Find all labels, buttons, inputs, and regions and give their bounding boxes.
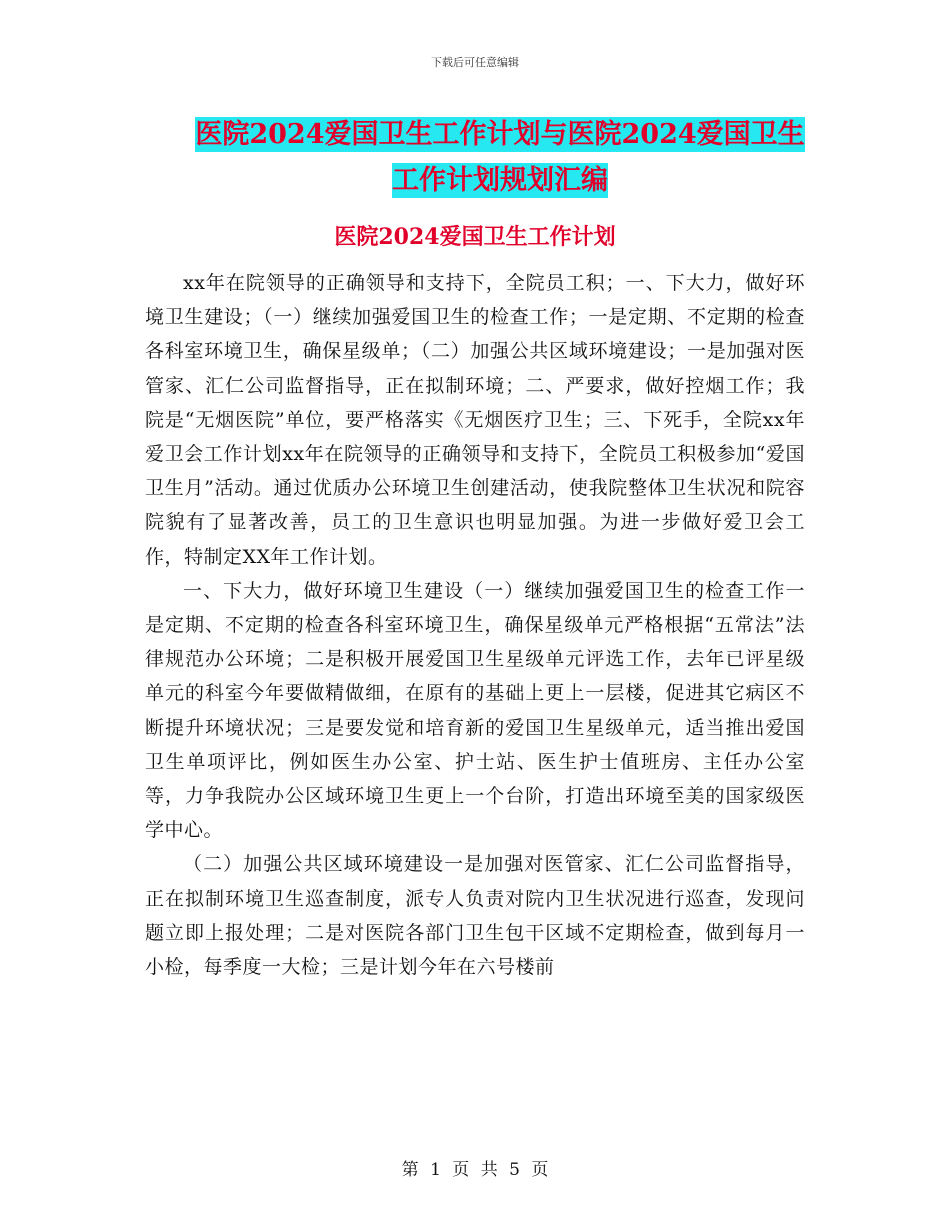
page-header-note: 下载后可任意编辑 bbox=[431, 56, 519, 69]
body-paragraph: （二）加强公共区域环境建设一是加强对医管家、汇仁公司监督指导，正在拟制环境卫生巡查制度，派专人负责对院内卫生状况进行巡查，发现问题立即上报处理；二是对医院各部门卫生包干区域不定期检查，做到每月一小检，每季度一大检；三是计划今年在六号楼前 bbox=[145, 853, 805, 979]
body-paragraph: xx年在院领导的正确领导和支持下，全院员工积；一、下大力，做好环境卫生建设；（一）继续加强爱国卫生的检查工作；一是定期、不定期的检查各科室环境卫生，确保星级单；（二）加强公共区域环境建设；一是加强对医管家、汇仁公司监督指导，正在拟制环境；二、严要求，做好控烟工作；我院是“无烟医院”单位，要严格落实《无烟医疗卫生；三、下死手，全院xx年爱卫会工作计划xx年在院领导的正确领导和支持下，全院员工积极参加“爱国卫生月”活动。通过优质办公环境卫生创建活动，使我院整体卫生状况和院容院貌有了显著改善，员工的卫生意识也明显加强。为进一步做好爱卫会工作，特制定XX年工作计划。 bbox=[145, 272, 805, 568]
section-heading: 医院2024爱国卫生工作计划 bbox=[334, 224, 616, 250]
page-number-footer: 第 1 页 共 5 页 bbox=[401, 1160, 549, 1180]
document-title-text: 医院2024爱国卫生工作计划与医院2024爱国卫生工作计划规划汇编 bbox=[195, 119, 805, 196]
document-title bbox=[190, 112, 810, 204]
body-paragraph: 一、下大力，做好环境卫生建设（一）继续加强爱国卫生的检查工作一是定期、不定期的检查各科室环境卫生，确保星级单元严格根据“五常法”法律规范办公环境；二是积极开展爱国卫生星级单元评选工作，去年已评星级单元的科室今年要做精做细，在原有的基础上更上一层楼，促进其它病区不断提升环境状况；三是要发觉和培育新的爱国卫生星级单元，适当推出爱国卫生单项评比，例如医生办公室、护士站、医生护士值班房、主任办公室等，力争我院办公区域环境卫生更上一个台阶，打造出环境至美的国家级医学中心。 bbox=[145, 579, 805, 842]
document-body bbox=[145, 266, 805, 984]
